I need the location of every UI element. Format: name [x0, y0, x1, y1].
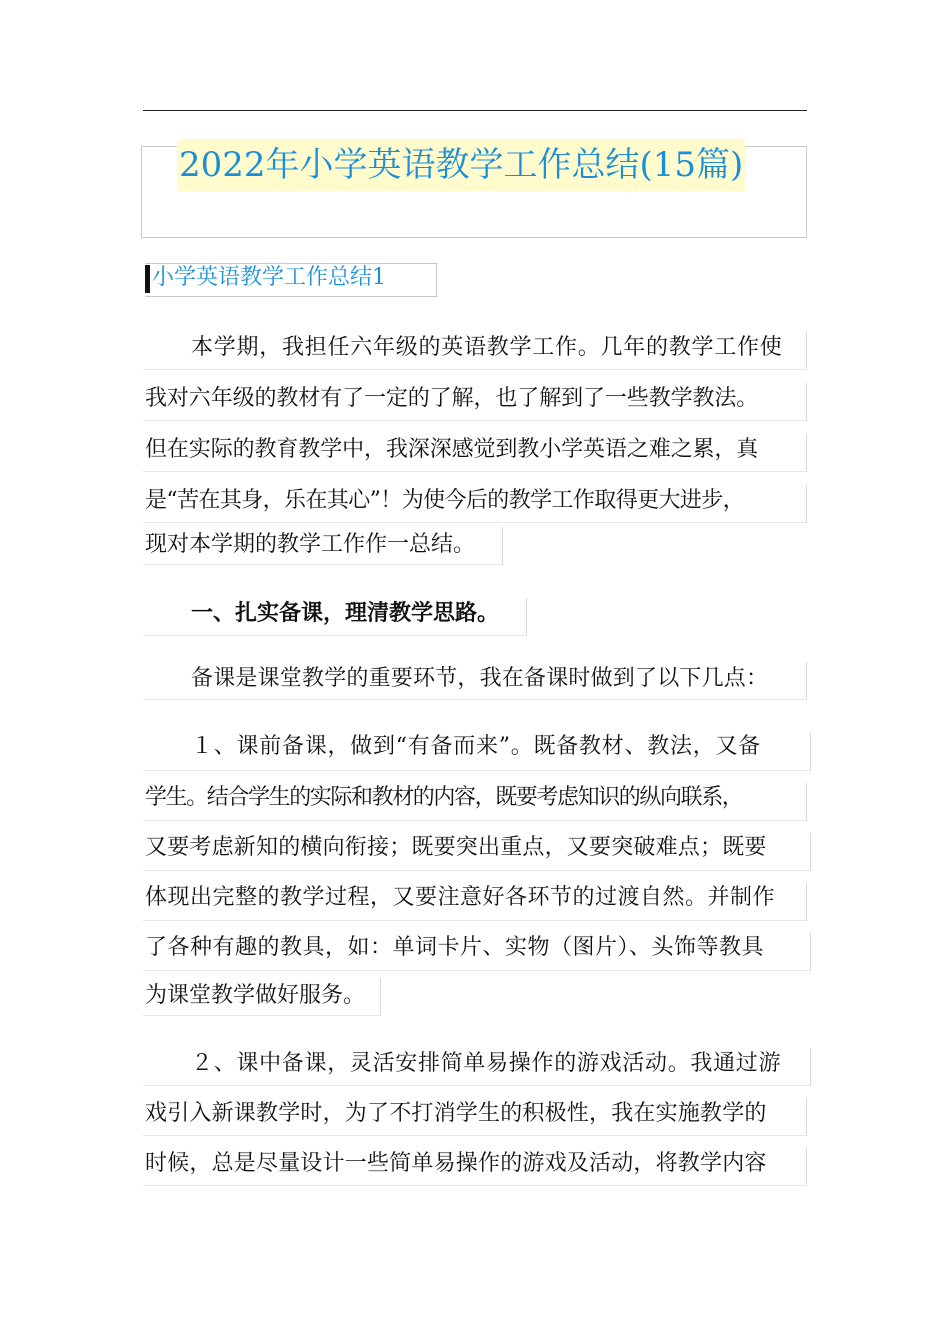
- body-line: 是“苦在其身，乐在其心”！为使今后的教学工作取得更大进步，: [145, 488, 745, 513]
- body-line: 又要考虑新知的横向衔接；既要突出重点，又要突破难点；既要: [145, 835, 767, 860]
- body-line: 为课堂教学做好服务。: [145, 983, 366, 1008]
- section-heading: 小学英语教学工作总结1: [152, 265, 386, 290]
- subheading: 一、扎实备课，理清教学思路。: [191, 600, 500, 626]
- body-line: 备课是课堂教学的重要环节，我在备课时做到了以下几点：: [191, 666, 769, 691]
- heading-marker: [145, 265, 150, 293]
- body-line: 了各种有趣的教具，如：单词卡片、实物（图片）、头饰等教具: [145, 935, 765, 960]
- body-line: 学生。结合学生的实际和教材的内容，既要考虑知识的纵向联系，: [145, 785, 743, 810]
- body-line: 但在实际的教育教学中，我深深感觉到教小学英语之难之累，真: [145, 437, 759, 462]
- top-rule: [143, 110, 807, 111]
- body-line: 现对本学期的教学工作作一总结。: [145, 532, 476, 557]
- body-line: 戏引入新课教学时，为了不打消学生的积极性，我在实施教学的: [145, 1101, 767, 1126]
- body-line: 时候，总是尽量设计一些简单易操作的游戏及活动，将教学内容: [145, 1151, 767, 1176]
- body-line: ２、课中备课，灵活安排简单易操作的游戏活动。我通过游: [191, 1051, 782, 1076]
- body-line: 体现出完整的教学过程，又要注意好各环节的过渡自然。并制作: [145, 885, 776, 910]
- body-line: １、课前备课，做到“有备而来”。既备教材、教法，又备: [191, 734, 761, 759]
- body-line: 本学期，我担任六年级的英语教学工作。几年的教学工作使: [191, 335, 783, 360]
- body-line: 我对六年级的教材有了一定的了解，也了解到了一些教学教法。: [145, 386, 759, 411]
- document-title: 2022年小学英语教学工作总结(15篇): [177, 139, 745, 191]
